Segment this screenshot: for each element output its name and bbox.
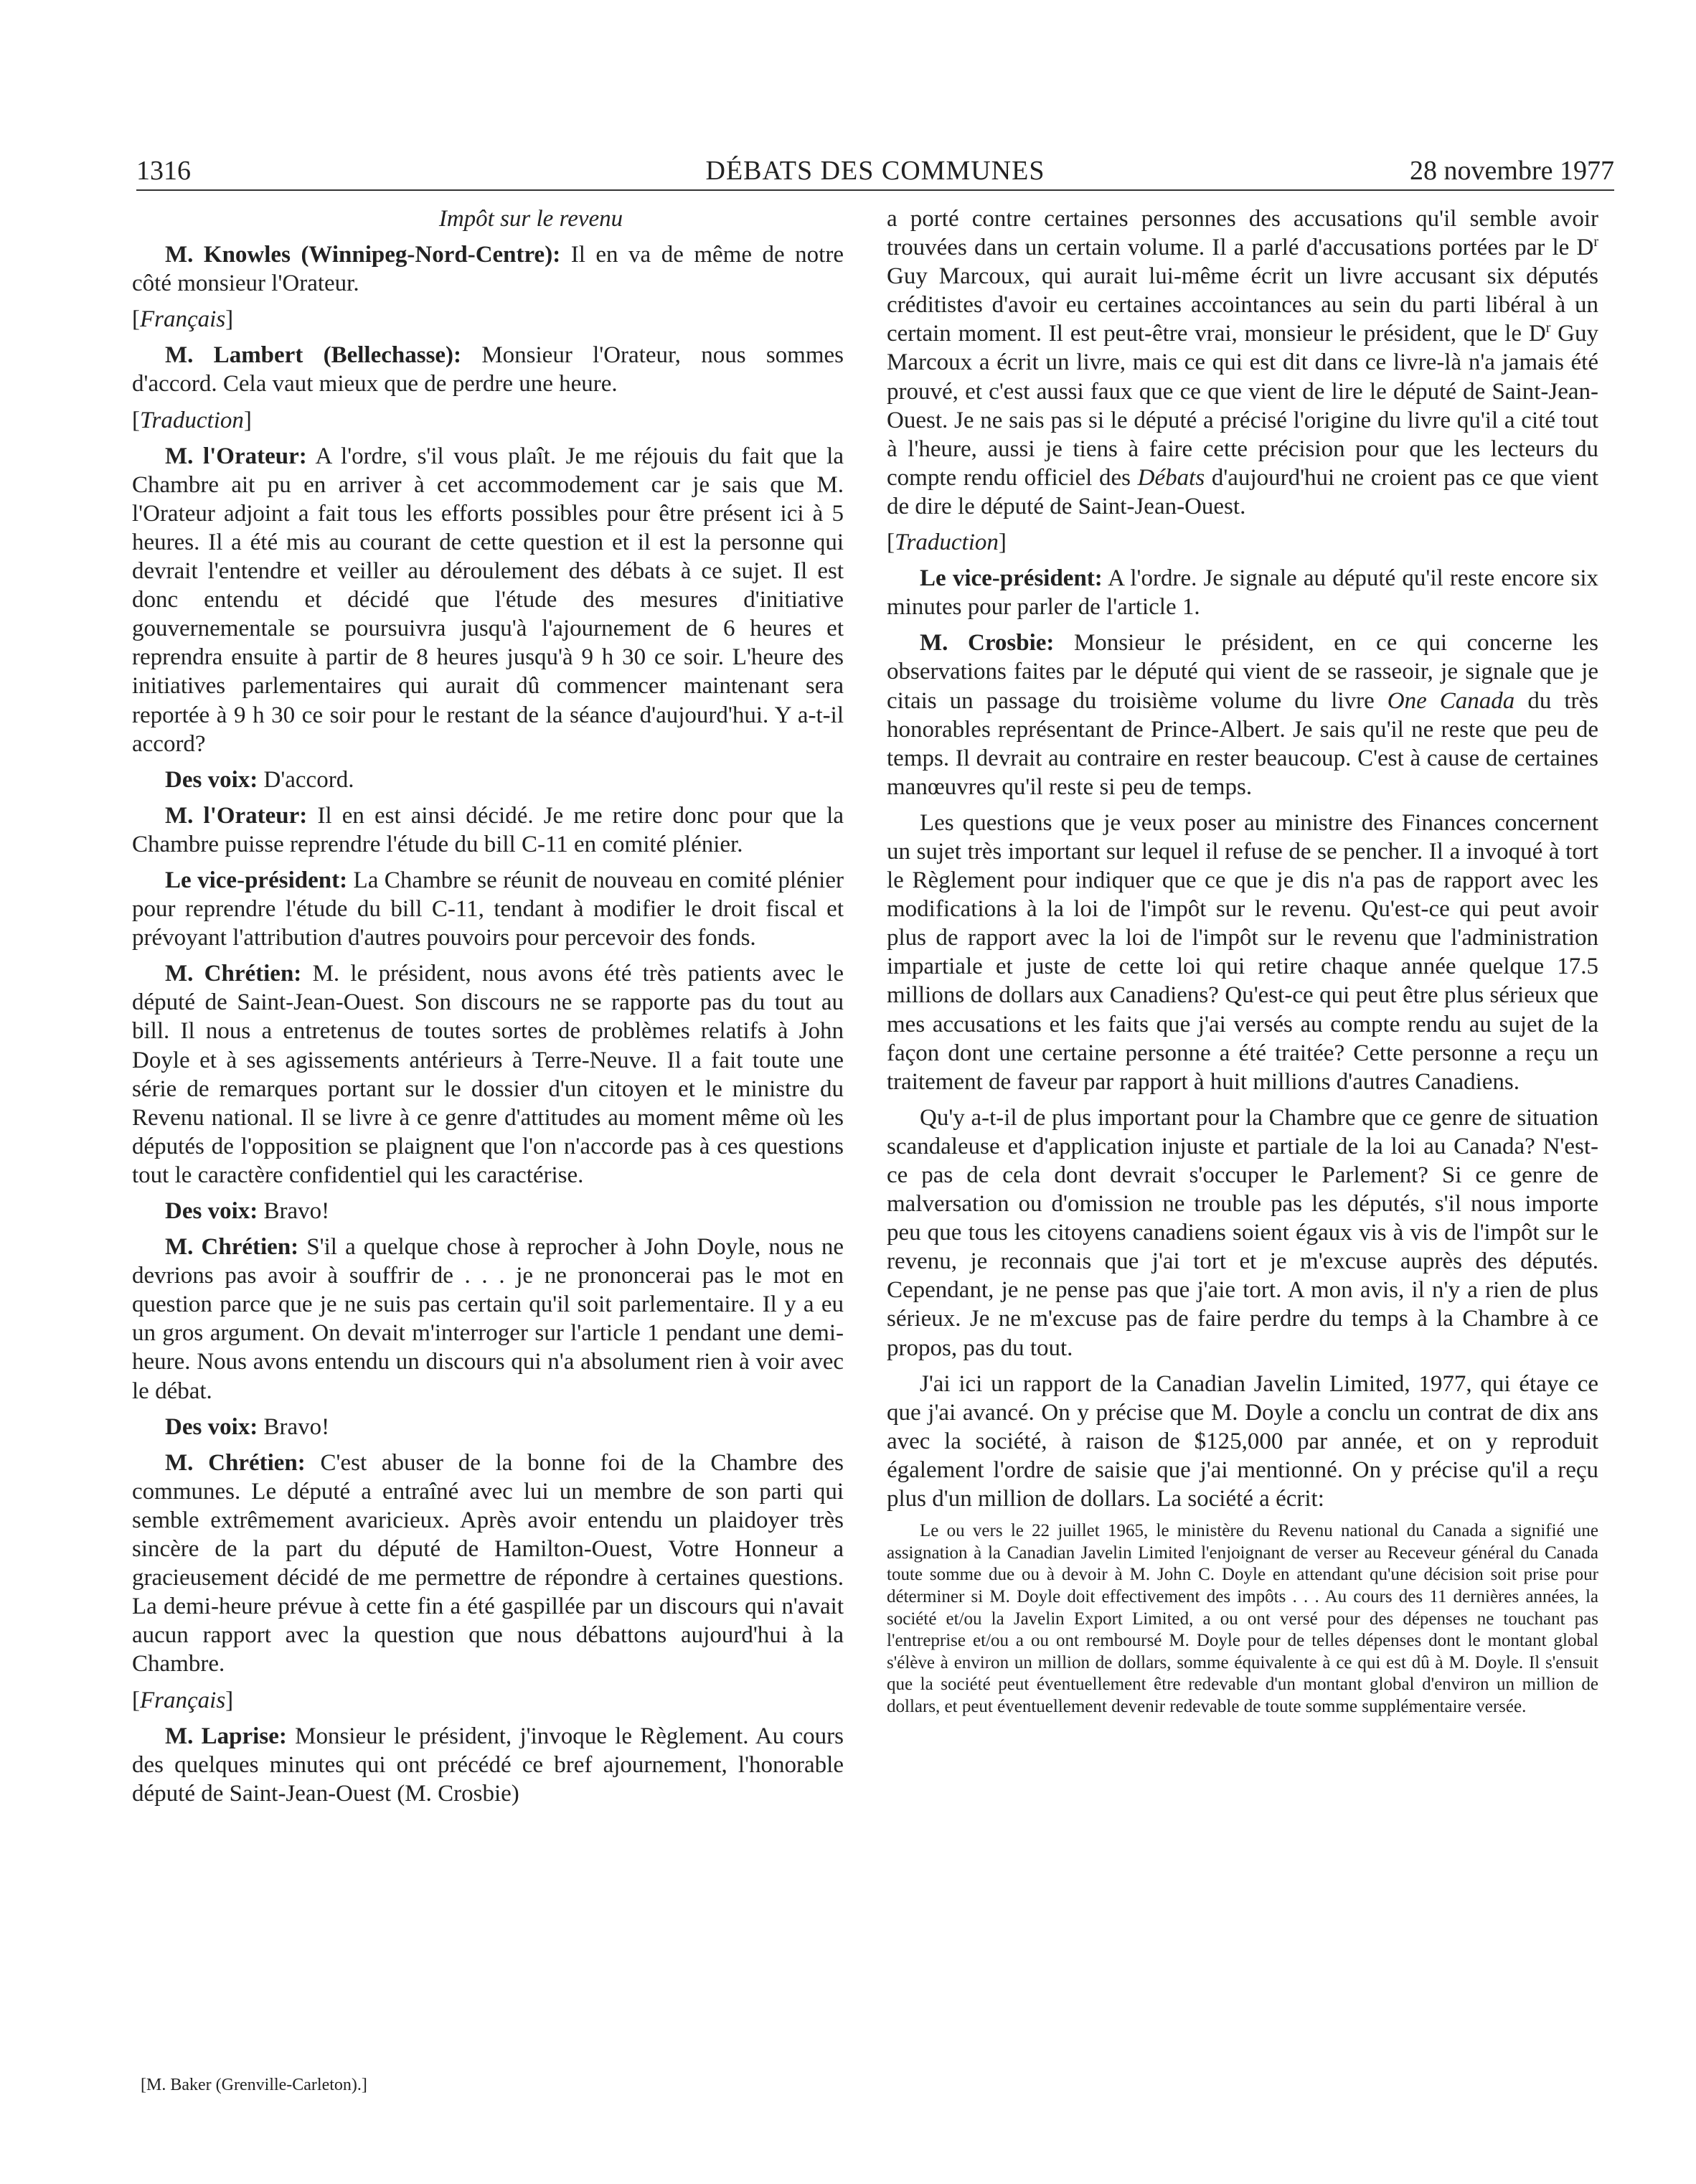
speech-text: Bravo! bbox=[258, 1198, 330, 1224]
left-column bbox=[132, 204, 844, 1815]
footnote: [M. Baker (Grenville-Carleton).] bbox=[141, 2076, 367, 2094]
paragraph bbox=[132, 766, 844, 794]
speech-text: A l'ordre, s'il vous plaît. Je me réjouis du fait que la Chambre ait pu en arriver à cet accommodement car je sais que M. l'Orateur adjoint a fait tous les efforts possibles pour être présent ici à 5 heures. Il a été mis au courant de cette question et il est la personne qui devrait l'entendre et veiller au déroulement des débats à ce sujet. Il est donc entendu et décidé que l'étude des mesures d'initiative gouvernementale se poursuivra jusqu'à l'ajournement de 6 heures et reprendra ensuite à partir de 8 heures jusqu'à 9 h 30 ce soir. L'heure des initiatives parlementaires qui aurait dû commencer maintenant sera reportée à 9 h 30 ce soir pour le restant de la séance d'aujourd'hui. Y a-t-il accord? bbox=[132, 443, 844, 757]
paragraph bbox=[132, 801, 844, 859]
paragraph bbox=[132, 442, 844, 758]
speaker-name: Le vice-président: bbox=[920, 565, 1103, 592]
speech-text: Monsieur le président, j'invoque le Règlement. Au cours des quelques minutes qui ont précédé ce bref ajournement, l'honorable député de Saint-Jean-Ouest (M. Crosbie) bbox=[132, 1723, 844, 1807]
publication-title: DÉBATS DES COMMUNES bbox=[705, 156, 1045, 186]
page-number: 1316 bbox=[136, 156, 191, 186]
speech-text: Bravo! bbox=[258, 1413, 330, 1440]
language-marker: [Français] bbox=[132, 1687, 234, 1713]
speech-text: C'est abuser de la bonne foi de la Chambre des communes. Le député a entraîné avec lui un membre de son parti qui semble extrêmement avaricieux. Après avoir entendu un plaidoyer très sincère de la part du député de Hamilton-Ouest, Votre Honneur a gracieusement décidé de me permettre de répondre à certaines questions. La demi-heure prévue à cette fin a été gaspillée par un discours qui n'avait aucun rapport avec la question que nous débattons aujourd'hui à la Chambre. bbox=[132, 1449, 844, 1677]
speech-text: A l'ordre. Je signale au député qu'il reste encore six minutes pour parler de l'article 1. bbox=[887, 565, 1598, 621]
section-title: Impôt sur le revenu bbox=[438, 206, 623, 232]
speaker-name: M. Chrétien: bbox=[165, 961, 302, 987]
speaker-name: M. Laprise: bbox=[165, 1723, 287, 1749]
block-quote: Le ou vers le 22 juillet 1965, le ministère du Revenu national du Canada a signifié une assignation à la Canadian Javelin Limited l'enjoignant de verser au Receveur général du Canada toute somme due ou à devoir à M. John C. Doyle en attendant qu'une décision soit prise pour déterminer si M. Doyle doit effectivement des impôts . . . Au cours des 11 dernières années, la société et/ou la Javelin Export Limited, a ou ont versé pour des dépenses ne touchant pas l'entreprise et/ou a ou ont remboursé M. Doyle pour de telles dépenses dont le montant global s'élève à environ un million de dollars, somme équivalente à ce qui est dû à M. Doyle. Il s'ensuit que la société peut éventuellement être redevable d'un montant global d'environ un million de dollars, et peut éventuellement devenir redevable de toute somme supplémentaire versée. bbox=[887, 1521, 1598, 1716]
speech-text: La Chambre se réunit de nouveau en comité plénier pour reprendre l'étude du bill C-11, tendant à modifier le droit fiscal et prévoyant l'attribution d'autres pouvoirs pour percevoir des fonds. bbox=[132, 867, 844, 951]
paragraph bbox=[132, 1197, 844, 1225]
speaker-name: Des voix: bbox=[165, 1413, 258, 1440]
speaker-name: M. Knowles (Winnipeg-Nord-Centre): bbox=[165, 242, 561, 268]
paragraph bbox=[887, 564, 1598, 621]
paragraph bbox=[132, 341, 844, 398]
speaker-name: M. Chrétien: bbox=[165, 1234, 299, 1261]
speech-text: Monsieur l'Orateur, nous sommes d'accord. Cela vaut mieux que de perdre une heure. bbox=[132, 342, 844, 397]
language-marker: [Français] bbox=[132, 306, 234, 333]
speaker-name: M. Crosbie: bbox=[920, 630, 1055, 656]
paragraph: J'ai ici un rapport de la Canadian Javelin Limited, 1977, qui étaye ce que j'ai avancé. On y précise que M. Doyle a conclu un contrat de dix ans avec la société, à raison de $125,000 par année, et on y reproduit également l'ordre de saisie que j'ai mentionné. On y précise qu'il a reçu plus d'un million de dollars. La société a écrit: bbox=[887, 1370, 1598, 1512]
paragraph bbox=[132, 1413, 844, 1441]
speech-text: Il en est ainsi décidé. Je me retire donc pour que la Chambre puisse reprendre l'étude du bill C-11 en comité plénier. bbox=[132, 802, 844, 857]
paragraph bbox=[132, 959, 844, 1190]
paragraph: a porté contre certaines personnes des accusations qu'il semble avoir trouvées dans un certain volume. Il a parlé d'accusations portées par le $D^r$ Guy Marcoux, qui aurait lui-même écrit un livre accusant six députés créditistes d'avoir eu certaines accointances au sein du parti libéral à un certain moment. Il est peut-être vrai, monsieur le président, que le $D^r$ Guy Marcoux a écrit un livre, mais ce qui est dit dans ce livre-là n'a jamais été prouvé, et c'est aussi faux que ce que vient de lire le député de Saint-Jean-Ouest. Je ne sais pas si le député a précisé l'origine du livre qu'il a cité tout à l'heure, aussi je tiens à faire cette précision pour que les lecteurs du compte rendu officiel des Débats d'aujourd'hui ne croient pas ce que vient de dire le député de Saint-Jean-Ouest. bbox=[887, 206, 1598, 519]
paragraph bbox=[132, 1233, 844, 1406]
speaker-name: Des voix: bbox=[165, 766, 258, 793]
speech-text: Il en va de même de notre côté monsieur l'Orateur. bbox=[132, 242, 844, 297]
speech-text: D'accord. bbox=[258, 766, 354, 793]
speaker-name: Des voix: bbox=[165, 1198, 258, 1224]
paragraph: M. Crosbie: Monsieur le président, en ce qui concerne les observations faites par le député qui vient de se rasseoir, je signale que je citais un passage du troisième volume du livre One Canada du très honorables représentant de Prince-Albert. Je sais qu'il ne reste que peu de temps. Il devrait au contraire en rester beaucoup. C'est à cause de certaines manœuvres qu'il reste si peu de temps. bbox=[887, 630, 1599, 800]
speech-text: M. le président, nous avons été très patients avec le député de Saint-Jean-Ouest. Son discours ne se rapporte pas du tout au bill. Il nous a entretenus de toutes sortes de problèmes relatifs à John Doyle et à ses agissements antérieurs à Terre-Neuve. Il a fait toute une série de remarques portant sur le dossier d'un citoyen et le ministre du Revenu national. Il se livre à ce genre d'attitudes au moment même où les députés de l'opposition se plaignent que l'on n'accorde pas à ces questions tout le caractère confidentiel qui les caractérise. bbox=[132, 961, 844, 1188]
speech-text: S'il a quelque chose à reprocher à John Doyle, nous ne devrions pas avoir à souffrir de . . . je ne prononcerai pas le mot en question parce que je ne suis pas certain qu'il soit parlementaire. Il y a eu un gros argument. On devait m'interroger sur l'article 1 pendant une demi-heure. Nous avons entendu un discours qui n'a absolument rien à voir avec le débat. bbox=[132, 1234, 844, 1404]
page-date: 28 novembre 1977 bbox=[1410, 156, 1614, 186]
paragraph bbox=[132, 866, 844, 952]
speaker-name: M. Lambert (Bellechasse): bbox=[165, 342, 462, 369]
speaker-name: M. Chrétien: bbox=[165, 1449, 306, 1476]
paragraph bbox=[132, 1449, 844, 1679]
page-header bbox=[136, 143, 1614, 191]
right-column bbox=[887, 204, 1598, 1725]
language-marker: [Traduction] bbox=[132, 407, 252, 433]
language-marker: [Traduction] bbox=[887, 529, 1007, 556]
speaker-name: Le vice-président: bbox=[165, 867, 348, 893]
paragraph bbox=[132, 240, 844, 298]
paragraph: Les questions que je veux poser au ministre des Finances concernent un sujet très important sur lequel il refuse de se pencher. Il a invoqué à tort le Règlement pour indiquer que ce que je dis n'a pas de rapport avec les modifications à la loi de l'impôt sur le revenu. Qu'est-ce qui peut avoir plus de rapport avec la loi de l'impôt sur le revenu que l'administration impartiale et juste de cette loi qui retire chaque année quelque 17.5 millions de dollars aux Canadiens? Qu'est-ce qui peut être plus sérieux que mes accusations et les faits que j'ai versés au compte rendu au sujet de la façon dont une certaine personne a été traitée? Cette personne a reçu un traitement de faveur par rapport à huit millions d'autres Canadiens. bbox=[887, 809, 1598, 1095]
speaker-name: M. l'Orateur: bbox=[165, 443, 307, 469]
paragraph: Qu'y a-t-il de plus important pour la Chambre que ce genre de situation scandaleuse et d'application injuste et partiale de la loi au Canada? N'est-ce pas de cela dont devrait s'occuper le Parlement? Si ce genre de malversation ou d'omission ne trouble pas les députés, s'il nous importe peu que tous les citoyens canadiens soient égaux vis à vis de l'impôt sur le revenu, je reconnais que j'ai tort et je m'excuse auprès des députés. Cependant, je ne pense pas que j'aie tort. A mon avis, il n'y a rien de plus sérieux. Je ne m'excuse pas de faire perdre du temps à la Chambre à ce propos, pas du tout. bbox=[887, 1104, 1598, 1361]
paragraph bbox=[132, 1722, 844, 1808]
speaker-name: M. l'Orateur: bbox=[165, 802, 308, 829]
